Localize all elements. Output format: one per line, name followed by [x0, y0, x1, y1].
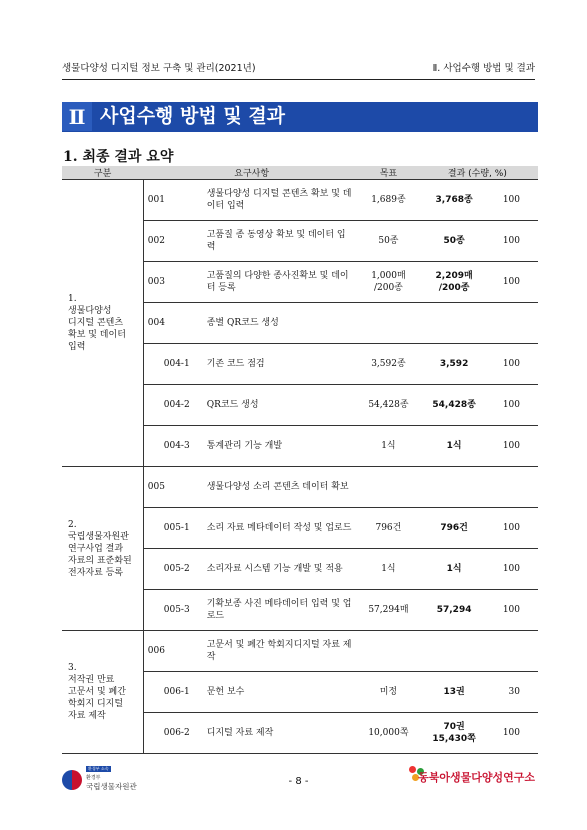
target-cell: 미정 [360, 672, 417, 713]
percent-cell [491, 467, 538, 508]
percent-cell: 100 [491, 549, 538, 590]
category-cell: 3. 저작권 만료 고문서 및 폐간 학회지 디지털 자료 제작 [62, 631, 143, 754]
requirement-cell: 종별 QR코드 생성 [207, 303, 360, 344]
col-header-target: 목표 [360, 166, 417, 180]
percent-cell: 100 [491, 221, 538, 262]
target-cell [360, 467, 417, 508]
code-cell: 005-3 [143, 590, 206, 631]
target-cell: 3,592종 [360, 344, 417, 385]
target-cell [360, 631, 417, 672]
result-cell: 70권 15,430쪽 [417, 713, 492, 754]
percent-cell: 100 [491, 508, 538, 549]
percent-cell: 30 [491, 672, 538, 713]
page-footer [62, 766, 535, 796]
summary-table [62, 166, 538, 754]
table-row [62, 467, 538, 508]
requirement-cell: QR코드 생성 [207, 385, 360, 426]
requirement-cell: 고품질의 다양한 종사진확보 및 데이터 등록 [207, 262, 360, 303]
header-divider [62, 79, 535, 80]
org-ministry: 환경부 [86, 775, 101, 781]
page-number: - 8 - [288, 776, 309, 787]
requirement-cell: 디지털 자료 제작 [207, 713, 360, 754]
subsection-title: 1. 최종 결과 요약 [63, 149, 174, 165]
section-underline [62, 131, 538, 132]
code-cell: 002 [143, 221, 206, 262]
requirement-cell: 소리자료 시스템 기능 개발 및 적용 [207, 549, 360, 590]
percent-cell: 100 [491, 426, 538, 467]
org-badge: 환경부 소속 [88, 766, 109, 771]
requirement-cell: 고문서 및 폐간 학회지디지털 자료 제작 [207, 631, 360, 672]
result-cell: 3,768종 [417, 180, 492, 221]
percent-cell: 100 [491, 590, 538, 631]
code-cell: 005-1 [143, 508, 206, 549]
code-cell: 006-2 [143, 713, 206, 754]
requirement-cell: 통계관리 기능 개발 [207, 426, 360, 467]
table-row [62, 631, 538, 672]
result-cell: 57,294 [417, 590, 492, 631]
code-cell: 004-3 [143, 426, 206, 467]
org-name: 국립생물자원관 [86, 782, 137, 791]
requirement-cell: 기존 코드 점검 [207, 344, 360, 385]
target-cell: 1식 [360, 426, 417, 467]
percent-cell: 100 [491, 385, 538, 426]
result-cell [417, 467, 492, 508]
code-cell: 006 [143, 631, 206, 672]
category-cell: 1. 생물다양성 디지털 콘텐츠 확보 및 데이터 입력 [62, 180, 143, 467]
target-cell: 1식 [360, 549, 417, 590]
target-cell: 796건 [360, 508, 417, 549]
target-cell: 54,428종 [360, 385, 417, 426]
target-cell: 57,294매 [360, 590, 417, 631]
percent-cell: 100 [491, 180, 538, 221]
percent-cell: 100 [491, 344, 538, 385]
result-cell [417, 303, 492, 344]
code-cell: 004-2 [143, 385, 206, 426]
running-header [62, 58, 535, 74]
col-header-requirement: 요구사항 [143, 166, 360, 180]
code-cell: 006-1 [143, 672, 206, 713]
code-cell: 005-2 [143, 549, 206, 590]
result-cell: 50종 [417, 221, 492, 262]
percent-cell [491, 303, 538, 344]
result-cell: 2,209매 /200종 [417, 262, 492, 303]
table-header-row [62, 166, 538, 180]
percent-cell: 100 [491, 713, 538, 754]
section-number: Ⅱ [62, 102, 92, 131]
code-cell: 001 [143, 180, 206, 221]
result-cell: 54,428종 [417, 385, 492, 426]
col-header-result: 결과 (수량, %) [417, 166, 538, 180]
header-right: Ⅱ. 사업수행 방법 및 결과 [432, 63, 535, 74]
code-cell: 004-1 [143, 344, 206, 385]
percent-cell [491, 631, 538, 672]
result-cell [417, 631, 492, 672]
requirement-cell: 생물다양성 디지털 콘텐츠 확보 및 데이터 입력 [207, 180, 360, 221]
requirement-cell: 소리 자료 메타데이터 작성 및 업로드 [207, 508, 360, 549]
result-cell: 796건 [417, 508, 492, 549]
code-cell: 004 [143, 303, 206, 344]
target-cell: 1,689종 [360, 180, 417, 221]
header-left: 생물다양성 디지털 정보 구축 및 관리(2021년) [62, 63, 256, 74]
result-cell: 1식 [417, 426, 492, 467]
requirement-cell: 기확보종 사진 메타데이터 입력 및 업로드 [207, 590, 360, 631]
requirement-cell: 생물다양성 소리 콘텐츠 데이터 확보 [207, 467, 360, 508]
target-cell: 1,000매 /200종 [360, 262, 417, 303]
result-cell: 1식 [417, 549, 492, 590]
result-cell: 13권 [417, 672, 492, 713]
requirement-cell: 고품질 종 동영상 확보 및 데이터 입력 [207, 221, 360, 262]
requirement-cell: 문헌 보수 [207, 672, 360, 713]
table-row [62, 180, 538, 221]
category-cell: 2. 국립생물자원관 연구사업 결과 자료의 표준화된 전자자료 등록 [62, 467, 143, 631]
code-cell: 003 [143, 262, 206, 303]
percent-cell: 100 [491, 262, 538, 303]
table-body [62, 180, 538, 754]
section-banner [62, 102, 538, 131]
institute-name: 동북아생물다양성연구소 [418, 771, 535, 784]
result-cell: 3,592 [417, 344, 492, 385]
section-title: 사업수행 방법 및 결과 [100, 105, 286, 127]
col-header-category: 구분 [62, 166, 143, 180]
target-cell: 10,000쪽 [360, 713, 417, 754]
target-cell [360, 303, 417, 344]
target-cell: 50종 [360, 221, 417, 262]
code-cell: 005 [143, 467, 206, 508]
